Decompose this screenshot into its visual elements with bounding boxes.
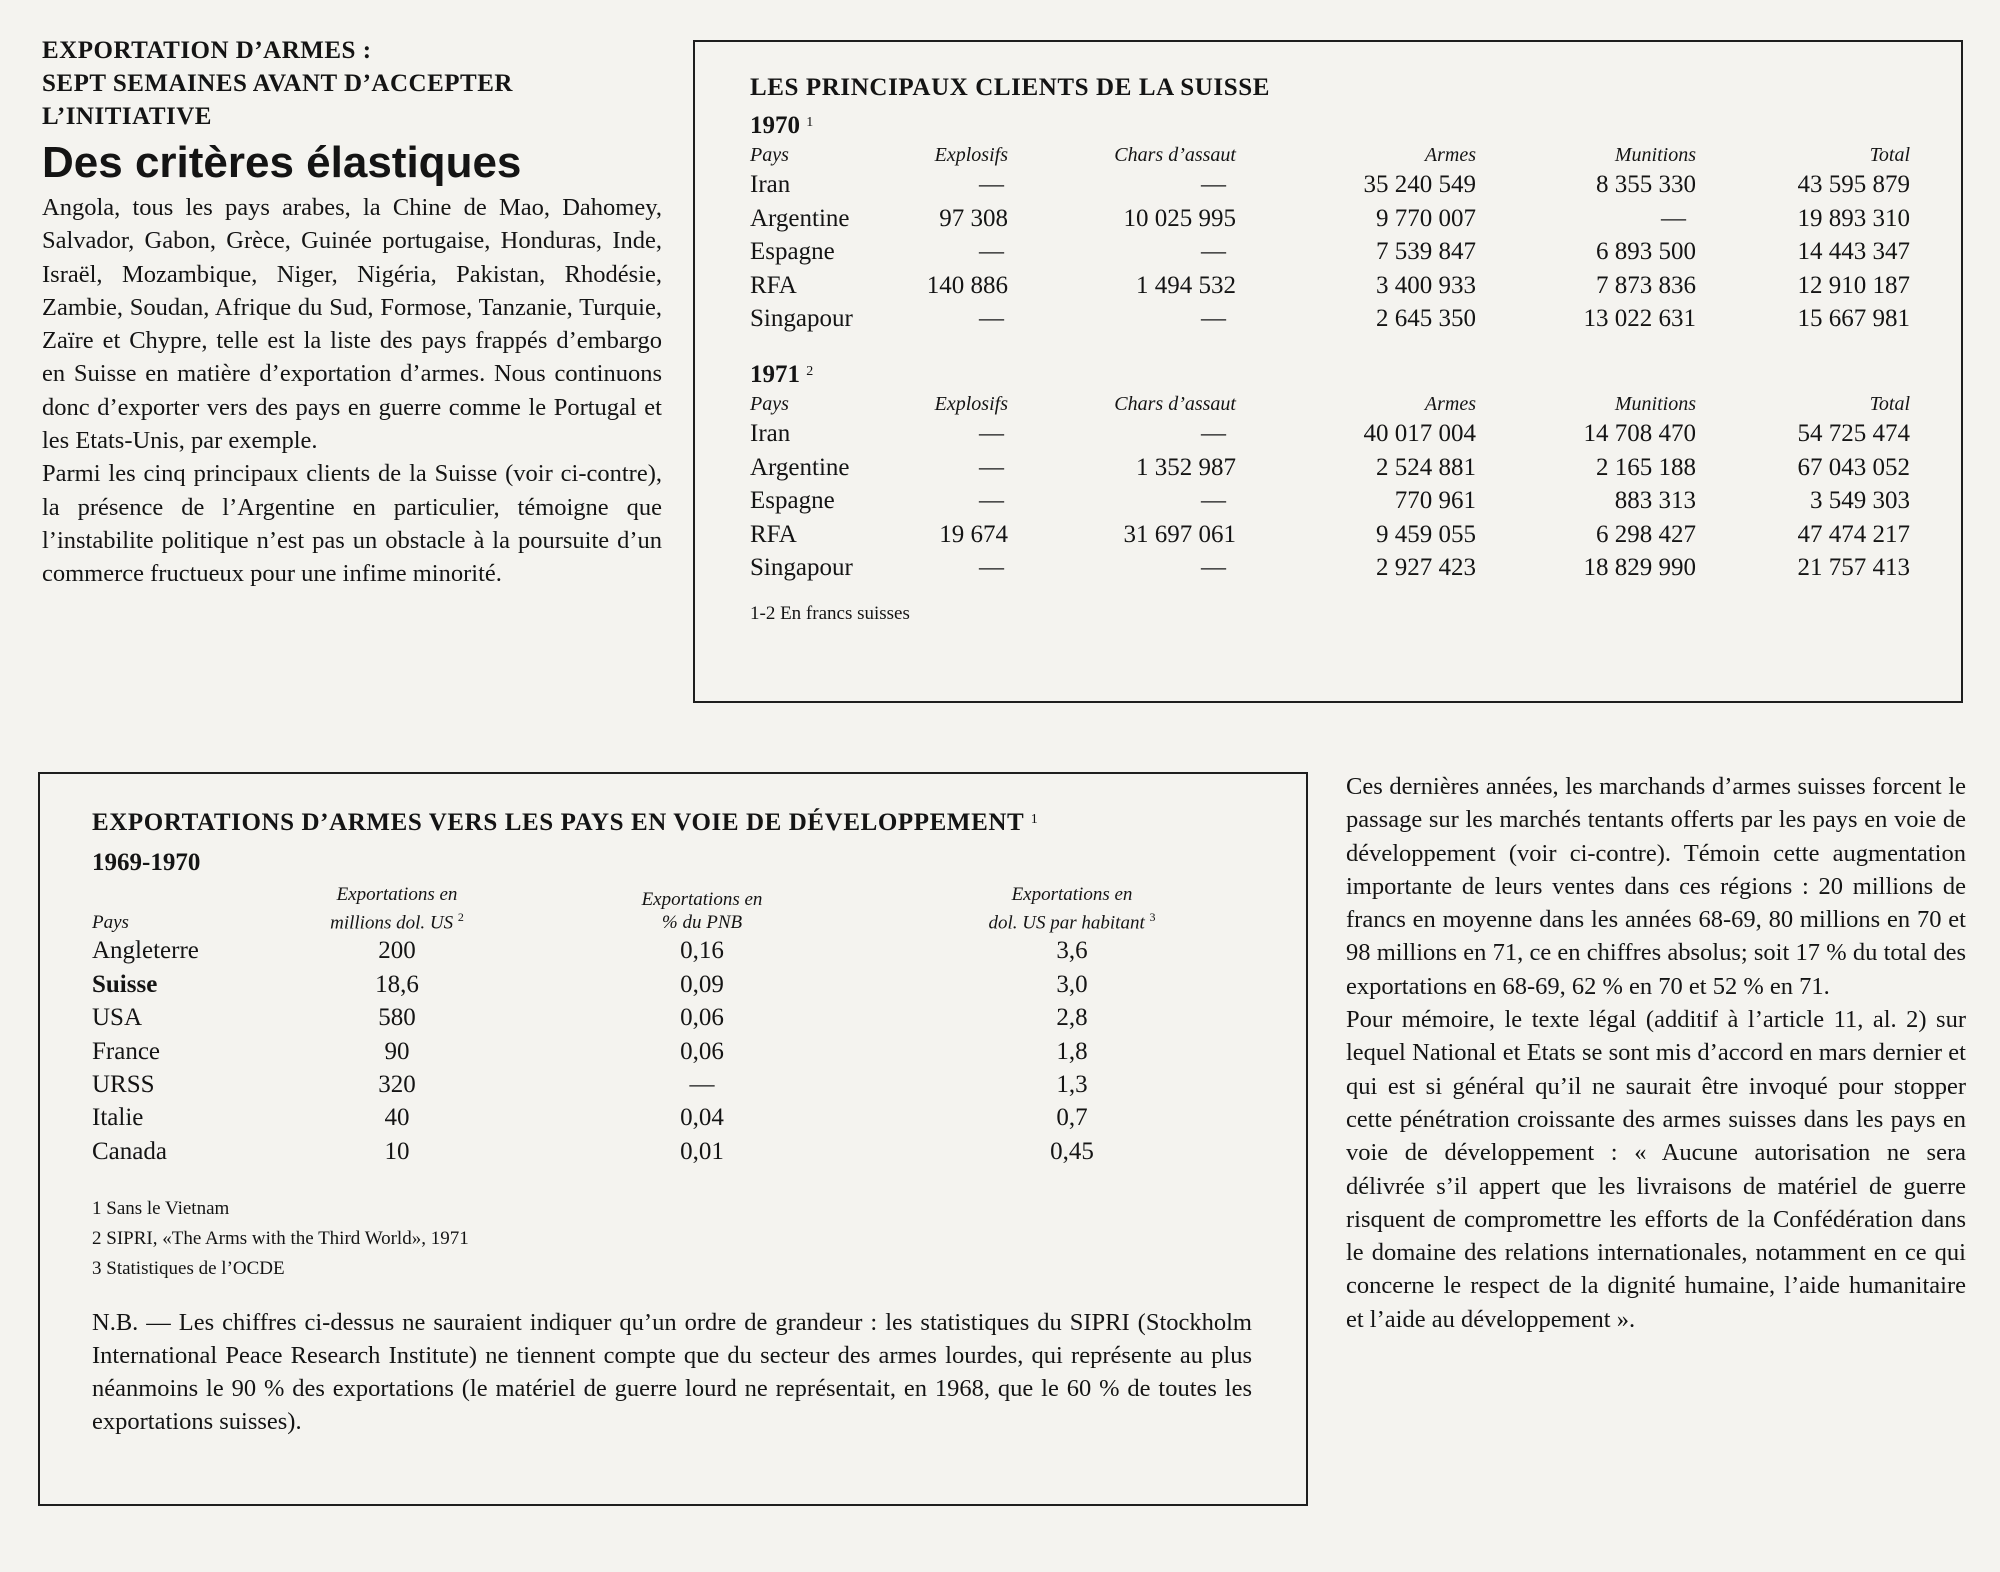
clients-table-1971 [750, 391, 1910, 585]
value-cell: 2 645 350 [1376, 305, 1476, 333]
value-cell: 47 474 217 [1797, 520, 1910, 548]
value-cell: 1,3 [1056, 1070, 1088, 1098]
country-cell: Espagne [750, 238, 835, 266]
col-header: Pays [750, 144, 789, 166]
value-cell: — [979, 305, 1004, 333]
kicker-line: SEPT SEMAINES AVANT D’ACCEPTER [42, 70, 513, 97]
table-row [92, 1068, 1252, 1101]
col-header: Explosifs [934, 392, 1008, 415]
country-cell: Argentine [750, 204, 850, 232]
value-cell: 2 165 188 [1596, 453, 1696, 481]
value-cell: 14 443 347 [1797, 238, 1910, 266]
col-header: Munitions [1614, 392, 1696, 415]
country-cell: Canada [92, 1137, 167, 1165]
col-header: Explosifs [934, 144, 1008, 166]
right-paragraph: Pour mémoire, le texte légal (additif à l’article 11, al. 2) sur lequel National et Etats se sont mis d’accord en mars dernier et qui est si général qu’il ne saurait être invoqué pour stopper cette pénétration croissante des armes suisses dans les pays en voie de développement : « Aucune autorisation ne sera délivrée s’il appert que les livraisons de matériel de guerre risquent de compromettre les efforts de la Confédération dans le domaine des relations internationales, notamment en ce qui concerne le respect de la dignité humaine, l’aide humanitaire et l’aide au développement ». [1346, 1006, 1966, 1333]
table-row [92, 1101, 1252, 1134]
value-cell: — [1201, 305, 1226, 333]
value-cell: 8 355 330 [1596, 171, 1696, 198]
value-cell: 770 961 [1394, 487, 1476, 515]
clients-table-title: LES PRINCIPAUX CLIENTS DE LA SUISSE [750, 74, 1270, 101]
value-cell: 14 708 470 [1583, 419, 1696, 447]
value-cell: 2,8 [1056, 1004, 1088, 1032]
value-cell: 6 893 500 [1596, 238, 1696, 266]
col-header: Armes [1424, 144, 1476, 166]
col-header: Pays [750, 392, 789, 415]
value-cell: 3 549 303 [1810, 487, 1910, 515]
value-cell: 6 298 427 [1596, 520, 1696, 548]
value-cell: 97 308 [939, 204, 1008, 232]
table-row [750, 269, 1910, 303]
value-cell: — [1201, 238, 1226, 266]
dev-table-box [38, 772, 1308, 1506]
value-cell: — [1201, 487, 1226, 515]
value-cell: 9 770 007 [1376, 204, 1476, 232]
value-cell: 140 886 [926, 271, 1008, 299]
country-cell: Singapour [750, 554, 853, 582]
dev-table-title: EXPORTATIONS D’ARMES VERS LES PAYS EN VOIE DE DÉVELOPPEMENT $^1$ [92, 809, 1039, 836]
value-cell: 0,06 [680, 1037, 724, 1065]
kicker-line: EXPORTATION D’ARMES : [42, 37, 372, 64]
table-row [750, 484, 1910, 518]
value-cell: 40 [384, 1104, 410, 1132]
value-cell: 10 025 995 [1123, 204, 1236, 232]
country-cell: France [92, 1037, 161, 1065]
country-cell: Italie [92, 1104, 144, 1132]
right-column [1346, 770, 1966, 1336]
article-paragraph: Parmi les cinq principaux clients de la Suisse (voir ci-contre), la présence de l’Argentine en particulier, témoigne que l’instabilite politique n’est pas un obstacle à la poursuite d’un commerce fructueux pour une infime minorité. [42, 460, 662, 588]
clients-table-box [693, 40, 1963, 703]
article [42, 34, 662, 591]
table-row [750, 551, 1910, 585]
table-row [750, 417, 1910, 451]
col-header: Exportations en dol. US par habitant $^3$ [988, 884, 1156, 934]
col-header: Munitions [1614, 144, 1696, 166]
value-cell: — [979, 419, 1004, 447]
country-cell: RFA [750, 271, 797, 299]
col-header: Total [1869, 392, 1910, 415]
value-cell: — [1661, 204, 1686, 232]
col-header: Exportations en millions dol. US $^2$ [330, 884, 464, 934]
value-cell: 67 043 052 [1797, 453, 1910, 481]
section-year: 1970 $^1$ [750, 112, 814, 139]
value-cell: — [689, 1070, 715, 1098]
value-cell: 0,01 [680, 1137, 724, 1165]
table-row [92, 1035, 1252, 1068]
value-cell: 3,6 [1056, 937, 1088, 965]
value-cell: 320 [378, 1070, 416, 1098]
headline: Des critères élastiques [42, 138, 522, 187]
col-header: Armes [1424, 392, 1476, 415]
clients-table-1970 [750, 142, 1910, 336]
value-cell: 43 595 879 [1797, 171, 1910, 198]
value-cell: 883 313 [1614, 487, 1696, 515]
clients-table-footnote: 1-2 En francs suisses [750, 602, 910, 624]
value-cell: 19 674 [939, 520, 1008, 548]
footnote: 3 Statistiques de l’OCDE [92, 1258, 285, 1280]
section-year: 1971 $^2$ [750, 360, 814, 388]
value-cell: 18 829 990 [1583, 554, 1696, 582]
value-cell: 12 910 187 [1797, 271, 1910, 299]
value-cell: 3 400 933 [1376, 271, 1476, 299]
value-cell: 2 927 423 [1376, 554, 1476, 582]
value-cell: — [979, 171, 1004, 198]
table-row [92, 1135, 1252, 1168]
country-cell: USA [92, 1004, 143, 1032]
dev-table-footnotes [92, 1194, 1252, 1284]
value-cell: — [979, 554, 1004, 582]
value-cell: 0,7 [1056, 1104, 1088, 1132]
nb-paragraph: N.B. — Les chiffres ci-dessus ne sauraient indiquer qu’un ordre de grandeur : les statistiques du SIPRI (Stockholm International Peace Research Institute) ne tiennent compte que du secteur des armes lourdes, qui représente au plus néanmoins le 90 % des exportations (le matériel de guerre lourd ne représentait, en 1968, que le 60 % de toutes les exportations suisses). [92, 1309, 1252, 1436]
col-header: Pays [92, 912, 129, 934]
value-cell: 19 893 310 [1797, 204, 1910, 232]
value-cell: 1 352 987 [1136, 453, 1236, 481]
table-row [750, 168, 1910, 202]
value-cell: 31 697 061 [1123, 520, 1236, 548]
country-cell: RFA [750, 520, 797, 548]
col-header: Total [1869, 144, 1910, 166]
value-cell: 2 524 881 [1376, 453, 1476, 481]
value-cell: 1,8 [1056, 1037, 1088, 1065]
value-cell: 0,06 [680, 1004, 724, 1032]
country-cell: Iran [750, 419, 791, 447]
country-cell: Espagne [750, 487, 835, 515]
value-cell: 15 667 981 [1797, 305, 1910, 333]
value-cell: — [1201, 554, 1226, 582]
country-cell: Angleterre [92, 937, 199, 965]
table-row [750, 235, 1910, 269]
value-cell: — [1201, 171, 1226, 198]
value-cell: 90 [384, 1037, 410, 1065]
value-cell: 3,0 [1056, 970, 1088, 998]
value-cell: 580 [378, 1004, 416, 1032]
value-cell: 21 757 413 [1797, 554, 1910, 582]
value-cell: 10 [384, 1137, 410, 1165]
value-cell: 0,45 [1050, 1137, 1094, 1165]
country-cell: URSS [92, 1070, 155, 1098]
value-cell: — [979, 238, 1004, 266]
table-row [92, 968, 1252, 1001]
value-cell: 54 725 474 [1797, 419, 1910, 447]
value-cell: 7 873 836 [1596, 271, 1696, 299]
dev-table-period: 1969-1970 [92, 849, 201, 876]
value-cell: 7 539 847 [1376, 238, 1476, 266]
value-cell: 18,6 [375, 970, 419, 998]
value-cell: 0,04 [680, 1104, 724, 1132]
table-row [750, 302, 1910, 336]
dev-table [92, 883, 1252, 1168]
country-cell: Suisse [92, 970, 158, 998]
article-paragraph: Angola, tous les pays arabes, la Chine de Mao, Dahomey, Salvador, Gabon, Grèce, Guinée portugaise, Honduras, Inde, Israël, Mozambique, Niger, Nigéria, Pakistan, Rhodésie, Zambie, Soudan, Afrique du Sud, Formose, Tanzanie, Turquie, Zaïre et Chypre, telle est la liste des pays frappés d’embargo en Suisse en matière d’exportation d’armes. Nous continuons donc d’exporter vers des pays en guerre comme le Portugal et les Etats-Unis, par exemple. [42, 194, 662, 455]
col-header: Chars d’assaut [1114, 392, 1236, 415]
value-cell: 0,16 [680, 937, 724, 965]
col-header: Exportations en % du PNB [641, 889, 763, 934]
footnote: 1 Sans le Vietnam [92, 1198, 230, 1220]
value-cell: 1 494 532 [1136, 271, 1236, 299]
value-cell: — [979, 453, 1004, 481]
value-cell: — [1201, 419, 1226, 447]
country-cell: Iran [750, 171, 791, 198]
kicker-line: L’INITIATIVE [42, 103, 212, 130]
col-header: Chars d’assaut [1114, 144, 1236, 166]
right-paragraph: Ces dernières années, les marchands d’armes suisses forcent le passage sur les marchés tentants offerts par les pays en voie de développement (voir ci-contre). Témoin cette augmentation importante de leurs ventes dans ces régions : 20 millions de francs en moyenne dans les années 68-69, 80 millions en 70 et 98 millions en 71, ce en chiffres absolus; soit 17 % du total des exportations en 68-69, 62 % en 70 et 52 % en 71. [1346, 773, 1966, 1000]
value-cell: 9 459 055 [1376, 520, 1476, 548]
footnote: 2 SIPRI, «The Arms with the Third World», 1971 [92, 1228, 469, 1250]
country-cell: Singapour [750, 305, 853, 333]
table-row [750, 518, 1910, 552]
value-cell: 35 240 549 [1363, 171, 1476, 198]
table-row [92, 934, 1252, 967]
country-cell: Argentine [750, 453, 850, 481]
value-cell: 200 [378, 937, 416, 965]
value-cell: 13 022 631 [1583, 305, 1696, 333]
value-cell: 40 017 004 [1363, 419, 1476, 447]
table-row [750, 451, 1910, 485]
value-cell: 0,09 [680, 970, 724, 998]
value-cell: — [979, 487, 1004, 515]
table-row [92, 1001, 1252, 1034]
table-row [750, 202, 1910, 236]
